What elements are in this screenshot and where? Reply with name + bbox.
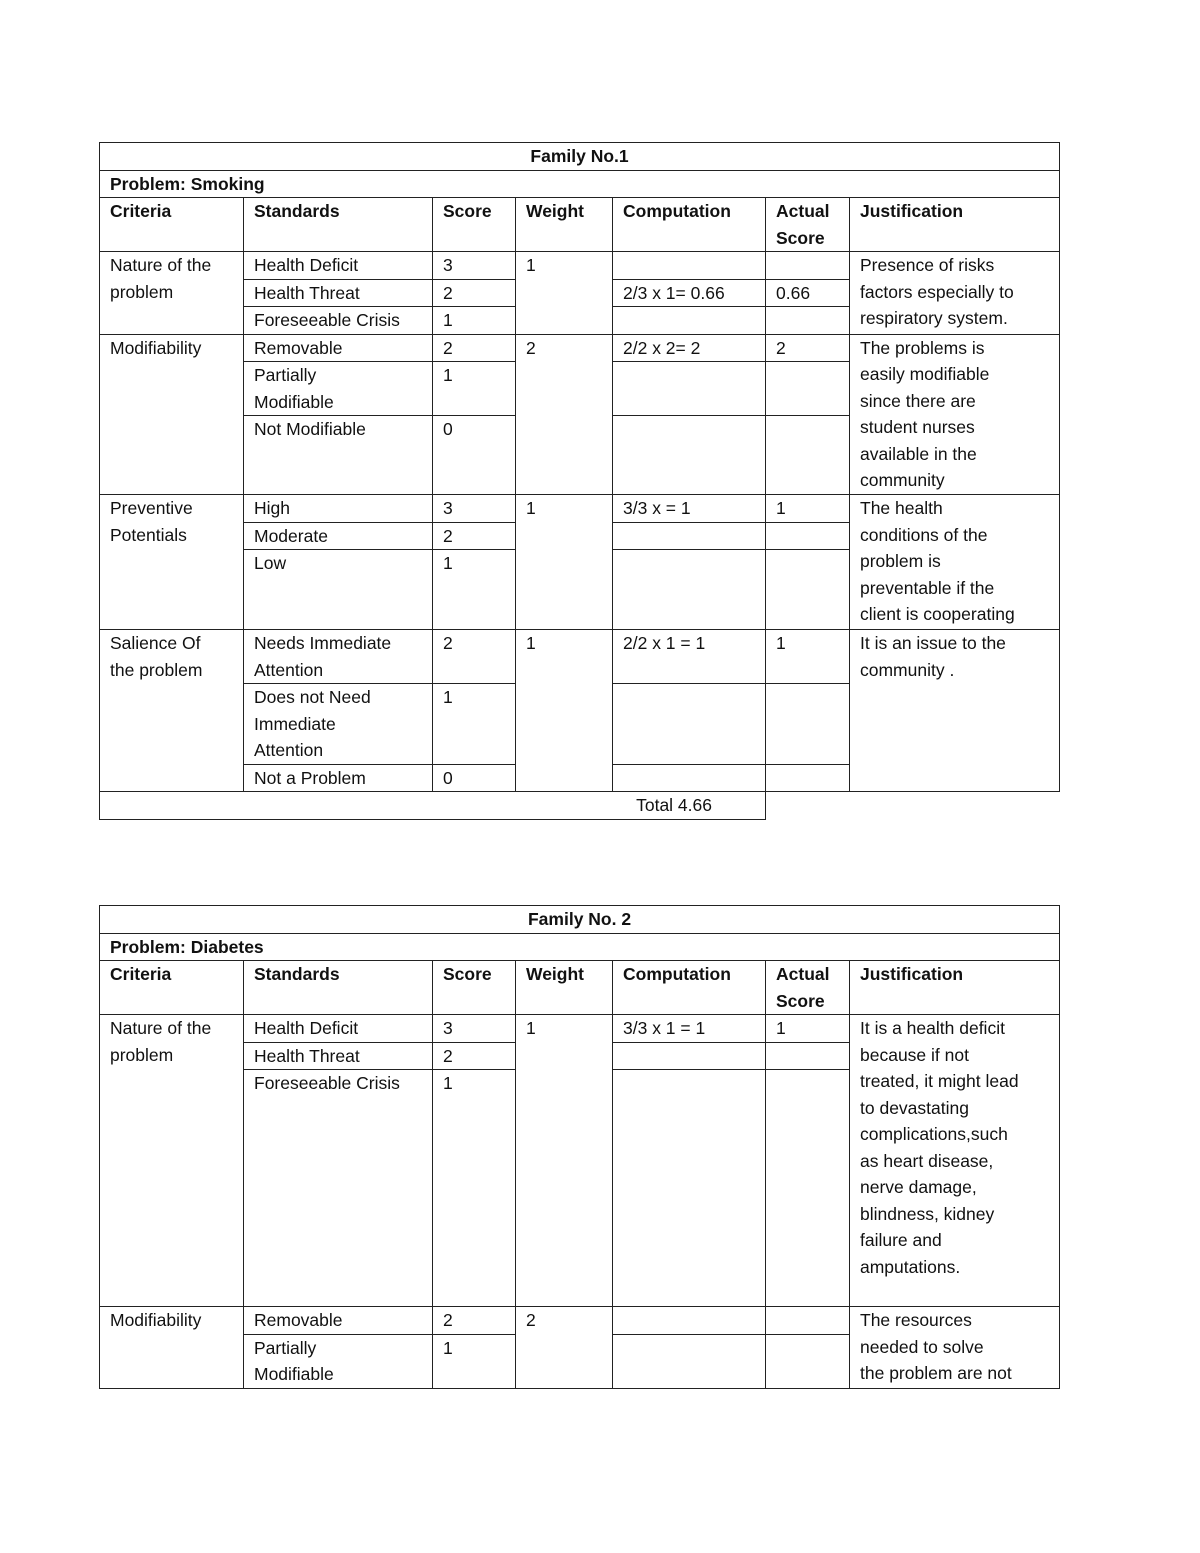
actual-score-cell: 1 — [766, 1015, 850, 1043]
score-cell: 3 — [433, 1015, 516, 1043]
justification-cell: It is an issue to the community . — [850, 630, 1060, 792]
standard-cell: Does not Need Immediate Attention — [244, 684, 433, 765]
score-cell: 2 — [433, 334, 516, 362]
actual-score-cell: 0.66 — [766, 279, 850, 307]
actual-score-cell — [766, 684, 850, 765]
family-2-table — [99, 905, 1060, 1389]
weight-cell: 1 — [516, 1015, 613, 1307]
computation-cell — [613, 1070, 766, 1307]
actual-score-cell — [766, 1307, 850, 1335]
family-2-table-wrapper — [99, 905, 1059, 1389]
total-value: Total 4.66 — [100, 792, 766, 820]
standard-cell: Removable — [244, 334, 433, 362]
score-cell: 1 — [433, 362, 516, 416]
computation-cell — [613, 522, 766, 550]
actual-score-cell: 1 — [766, 495, 850, 523]
header-computation: Computation — [613, 198, 766, 252]
header-actual-score: Actual Score — [766, 961, 850, 1015]
table-row — [100, 495, 1060, 523]
score-cell: 2 — [433, 1042, 516, 1070]
header-standards: Standards — [244, 198, 433, 252]
criteria-cell: Preventive Potentials — [100, 495, 244, 630]
actual-score-cell — [766, 550, 850, 630]
computation-cell: 2/2 x 2= 2 — [613, 334, 766, 362]
standard-cell: High — [244, 495, 433, 523]
criteria-cell: Nature of the problem — [100, 1015, 244, 1307]
problem-label: Problem: Smoking — [100, 170, 1060, 198]
standard-cell: Foreseeable Crisis — [244, 1070, 433, 1307]
actual-score-cell — [766, 252, 850, 280]
actual-score-cell — [766, 1042, 850, 1070]
computation-cell — [613, 684, 766, 765]
standard-cell: Health Threat — [244, 279, 433, 307]
family-1-table — [99, 142, 1060, 820]
weight-cell: 1 — [516, 252, 613, 335]
score-cell: 1 — [433, 1334, 516, 1388]
justification-cell: The health conditions of the problem is preventable if the client is cooperating — [850, 495, 1060, 630]
score-cell: 0 — [433, 416, 516, 495]
standard-cell: Foreseeable Crisis — [244, 307, 433, 335]
weight-cell: 2 — [516, 334, 613, 495]
justification-cell: The resources needed to solve the problem are not — [850, 1307, 1060, 1389]
table-row — [100, 1015, 1060, 1043]
computation-cell — [613, 307, 766, 335]
computation-cell — [613, 252, 766, 280]
computation-cell: 2/2 x 1 = 1 — [613, 630, 766, 684]
standard-cell: Removable — [244, 1307, 433, 1335]
standard-cell: Health Deficit — [244, 1015, 433, 1043]
actual-score-cell — [766, 416, 850, 495]
computation-cell: 3/3 x = 1 — [613, 495, 766, 523]
score-cell: 2 — [433, 630, 516, 684]
header-row — [100, 961, 1060, 1015]
weight-cell: 1 — [516, 630, 613, 792]
header-computation: Computation — [613, 961, 766, 1015]
justification-cell: Presence of risks factors especially to respiratory system. — [850, 252, 1060, 335]
weight-cell: 1 — [516, 495, 613, 630]
score-cell: 2 — [433, 279, 516, 307]
criteria-cell: Salience Of the problem — [100, 630, 244, 792]
table-row — [100, 334, 1060, 362]
criteria-cell: Modifiability — [100, 334, 244, 495]
standard-cell: Needs Immediate Attention — [244, 630, 433, 684]
header-criteria: Criteria — [100, 961, 244, 1015]
score-cell: 3 — [433, 495, 516, 523]
standard-cell: Health Deficit — [244, 252, 433, 280]
computation-cell — [613, 1307, 766, 1335]
actual-score-cell — [766, 522, 850, 550]
computation-cell: 2/3 x 1= 0.66 — [613, 279, 766, 307]
family-1-table-wrapper — [99, 142, 1059, 820]
actual-score-cell — [766, 764, 850, 792]
score-cell: 2 — [433, 522, 516, 550]
header-actual-score: Actual Score — [766, 198, 850, 252]
table-row — [100, 252, 1060, 280]
criteria-cell: Modifiability — [100, 1307, 244, 1389]
standard-cell: Moderate — [244, 522, 433, 550]
total-row — [100, 792, 1060, 820]
criteria-cell: Nature of the problem — [100, 252, 244, 335]
computation-cell — [613, 550, 766, 630]
computation-cell: 3/3 x 1 = 1 — [613, 1015, 766, 1043]
actual-score-cell — [766, 1334, 850, 1388]
actual-score-cell: 1 — [766, 630, 850, 684]
standard-cell: Partially Modifiable — [244, 362, 433, 416]
weight-cell: 2 — [516, 1307, 613, 1389]
standard-cell: Health Threat — [244, 1042, 433, 1070]
header-score: Score — [433, 961, 516, 1015]
header-weight: Weight — [516, 198, 613, 252]
computation-cell — [613, 1042, 766, 1070]
computation-cell — [613, 764, 766, 792]
standard-cell: Low — [244, 550, 433, 630]
total-spacer — [766, 792, 1060, 820]
computation-cell — [613, 1334, 766, 1388]
score-cell: 0 — [433, 764, 516, 792]
actual-score-cell — [766, 362, 850, 416]
header-score: Score — [433, 198, 516, 252]
justification-cell: The problems is easily modifiable since there are student nurses available in the community — [850, 334, 1060, 495]
header-standards: Standards — [244, 961, 433, 1015]
header-criteria: Criteria — [100, 198, 244, 252]
header-weight: Weight — [516, 961, 613, 1015]
actual-score-cell — [766, 1070, 850, 1307]
table-row — [100, 630, 1060, 684]
standard-cell: Partially Modifiable — [244, 1334, 433, 1388]
header-justification: Justification — [850, 961, 1060, 1015]
problem-label: Problem: Diabetes — [100, 933, 1060, 961]
table-row — [100, 1307, 1060, 1335]
standard-cell: Not Modifiable — [244, 416, 433, 495]
table-title: Family No.1 — [100, 143, 1060, 171]
score-cell: 2 — [433, 1307, 516, 1335]
actual-score-cell — [766, 307, 850, 335]
score-cell: 1 — [433, 307, 516, 335]
justification-cell: It is a health deficit because if not treated, it might lead to devastating complications,such as heart disease, nerve damage, blindness, kidney failure and amputations. — [850, 1015, 1060, 1307]
score-cell: 1 — [433, 550, 516, 630]
header-row — [100, 198, 1060, 252]
actual-score-cell: 2 — [766, 334, 850, 362]
score-cell: 3 — [433, 252, 516, 280]
table-title: Family No. 2 — [100, 906, 1060, 934]
computation-cell — [613, 362, 766, 416]
score-cell: 1 — [433, 1070, 516, 1307]
standard-cell: Not a Problem — [244, 764, 433, 792]
score-cell: 1 — [433, 684, 516, 765]
computation-cell — [613, 416, 766, 495]
header-justification: Justification — [850, 198, 1060, 252]
